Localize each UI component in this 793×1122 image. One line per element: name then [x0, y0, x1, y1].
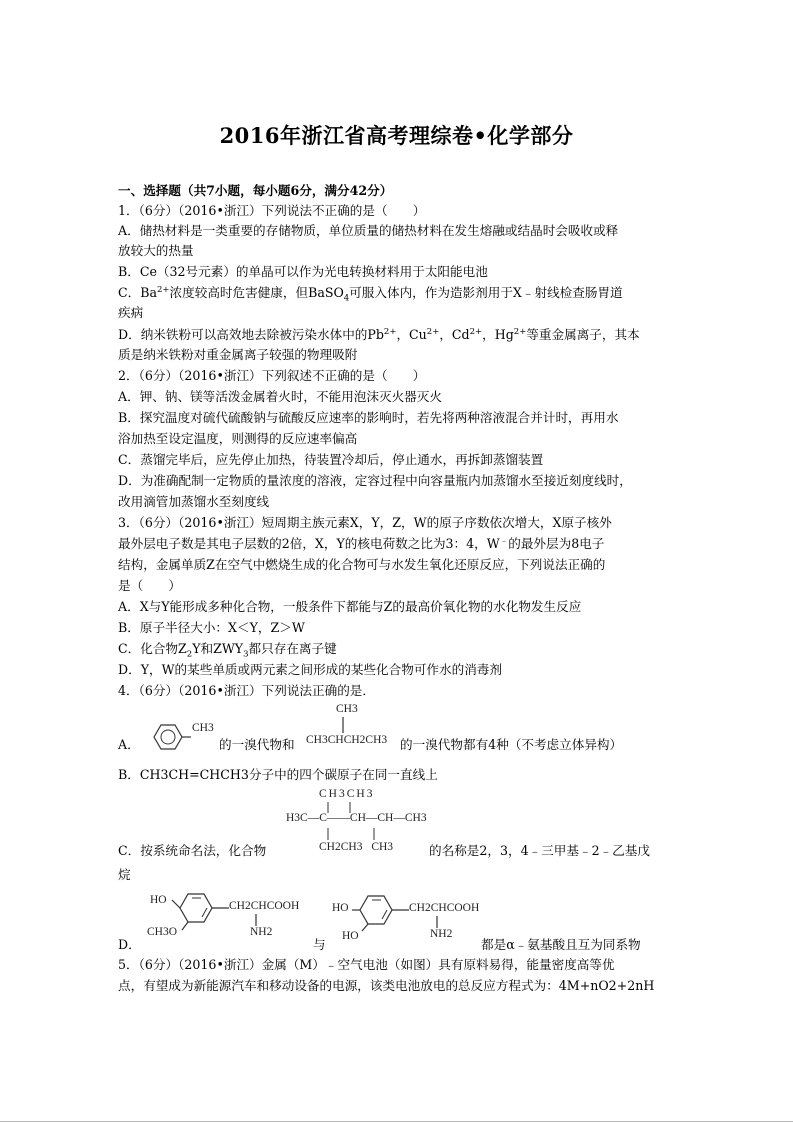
isopentane-formula: CH3CHCH2CH3	[306, 734, 388, 746]
amino-acid-chain-2: CH2CHCOOH	[409, 902, 480, 914]
q4-option-d-and: 与	[313, 937, 326, 952]
q4-option-a-label: A．	[118, 737, 140, 752]
q2-option-b: B．探究温度对硫代硫酸钠与硫酸反应速率的影响时，若先将两种溶液混合并计时，再用水	[118, 410, 619, 425]
q3-option-c: C．化合物$Z_2Y$和$ZWY_3$都只存在离子键	[118, 641, 337, 660]
q2-option-c: C．蒸馏完毕后，应先停止加热，待装置冷却后，停止通水，再拆卸蒸馏装置	[118, 452, 544, 467]
q3-stem-3: 结构，金属单质Z在空气中燃烧生成的化合物可与水发生氧化还原反应，下列说法正确的	[118, 557, 606, 572]
methoxy-label: CH3O	[147, 926, 178, 938]
q3-option-d: D．Y，W的某些单质或两元素之间形成的某些化合物可作水的消毒剂	[118, 662, 502, 677]
q4-option-d-label: D．	[118, 937, 141, 952]
q2-option-d-cont: 改用滴管加蒸馏水至刻度线	[118, 494, 270, 509]
q1-option-a-cont: 放较大的热量	[118, 243, 194, 258]
methyl-label: CH3	[192, 722, 214, 734]
q4-option-c: C．按系统命名法，化合物	[118, 843, 267, 858]
structure-top-substituents: CH3CH3	[319, 788, 375, 800]
q4-option-d-end: 都是α﹣氨基酸且互为同系物	[481, 937, 641, 952]
q1-option-d: D．纳米铁粉可以高效地去除被污染水体中的$Pb^{2+}$，$Cu^{2+}$，$Cd^{2+}$，$Hg^{2+}$等重金属离子，其本	[118, 326, 640, 342]
q2-stem: 2．（6分）（2016•浙江）下列叙述不正确的是（ ）	[118, 368, 426, 383]
q3-stem-2: 最外层电子数是其电子层数的2倍，X，Y的核电荷数之比为3：4，W﹣的最外层为8电子	[118, 535, 605, 551]
q5-stem-1: 5．（6分）（2016•浙江）金属（M）﹣空气电池（如图）具有原料易得，能量密度高等优	[118, 957, 615, 972]
section-heading: 一、选择题（共7小题，每小题6分，满分42分）	[118, 183, 393, 198]
hydroxy-label-2: HO	[332, 902, 349, 914]
q4-option-c-end: 的名称是2，3，4﹣三甲基﹣2﹣乙基戊	[429, 843, 650, 858]
q2-option-b-cont: 浴加热至设定温度，则测得的反应速率偏高	[118, 431, 358, 446]
q4-option-c-cont: 烷	[118, 867, 131, 882]
q1-option-c: C．$Ba^{2+}$浓度较高时危害健康，但BaSO$_4$可服入体内，作为造影剂用于X﹣射线检查肠胃道	[118, 284, 623, 304]
q4-option-b: B．CH3CH=CHCH3分子中的四个碳原子在同一直线上	[118, 767, 438, 782]
q1-option-d-cont: 质是纳米铁粉对重金属离子较强的物理吸附	[118, 347, 358, 362]
q1-stem: 1．（6分）（2016•浙江）下列说法不正确的是（ ）	[118, 203, 426, 218]
q2-option-a: A．钾、钠、镁等活泼金属着火时，不能用泡沫灭火器灭火	[118, 389, 442, 404]
bond-line-icon-2	[255, 914, 257, 926]
page-title: 2016年浙江省高考理综卷•化学部分	[219, 123, 574, 148]
q3-stem-4: 是（ ）	[118, 578, 181, 593]
amino-label-1: NH2	[250, 926, 273, 938]
q1-option-b: B．Ce（32号元素）的单晶可以作为光电转换材料用于太阳能电池	[118, 264, 488, 279]
structure-main-chain: H3C—C——CH—CH—CH3	[286, 812, 427, 824]
benzene-ring-icon-2	[172, 885, 230, 931]
q4-stem: 4．（6分）（2016•浙江）下列说法正确的是．	[118, 683, 375, 698]
q3-stem-1: 3．（6分）（2016•浙江）短周期主族元素X，Y，Z，W的原子序数依次增大，X原子核外	[118, 515, 612, 530]
benzene-ring-icon	[146, 720, 192, 754]
amino-label-2: NH2	[430, 928, 453, 940]
structure-bottom-substituents: CH2CH3 CH3	[319, 841, 394, 853]
q2-option-d: D．为准确配制一定物质的量浓度的溶液，定容过程中向容量瓶内加蒸馏水至接近刻度线时，	[118, 473, 632, 488]
q4-option-a-mid: 的一溴代物和	[219, 737, 295, 752]
bond-line-icon	[342, 717, 344, 733]
amino-acid-chain-1: CH2CHCOOH	[229, 900, 300, 912]
q1-option-c-cont: 疾病	[118, 305, 144, 320]
hydroxy-label-1: HO	[150, 894, 167, 906]
benzene-ring-icon-3	[352, 887, 410, 933]
q4-option-a-end: 的一溴代物都有4种（不考虑立体异构）	[400, 737, 623, 752]
hydroxy-label-3: HO	[342, 930, 359, 942]
q3-option-b: B．原子半径大小：X＜Y，Z＞W	[118, 620, 305, 635]
q1-option-a: A．储热材料是一类重要的存储物质，单位质量的储热材料在发生熔融或结晶时会吸收或释	[118, 223, 619, 238]
q5-stem-2: 点，有望成为新能源汽车和移动设备的电源，该类电池放电的总反应方程式为：4M+nO2+2nH	[118, 978, 655, 993]
branch-methyl-label: CH3	[336, 703, 358, 715]
q3-option-a: A．X与Y能形成多种化合物，一般条件下都能与Z的最高价氧化物的水化物发生反应	[118, 599, 582, 614]
bond-line-icon-3	[436, 916, 438, 928]
